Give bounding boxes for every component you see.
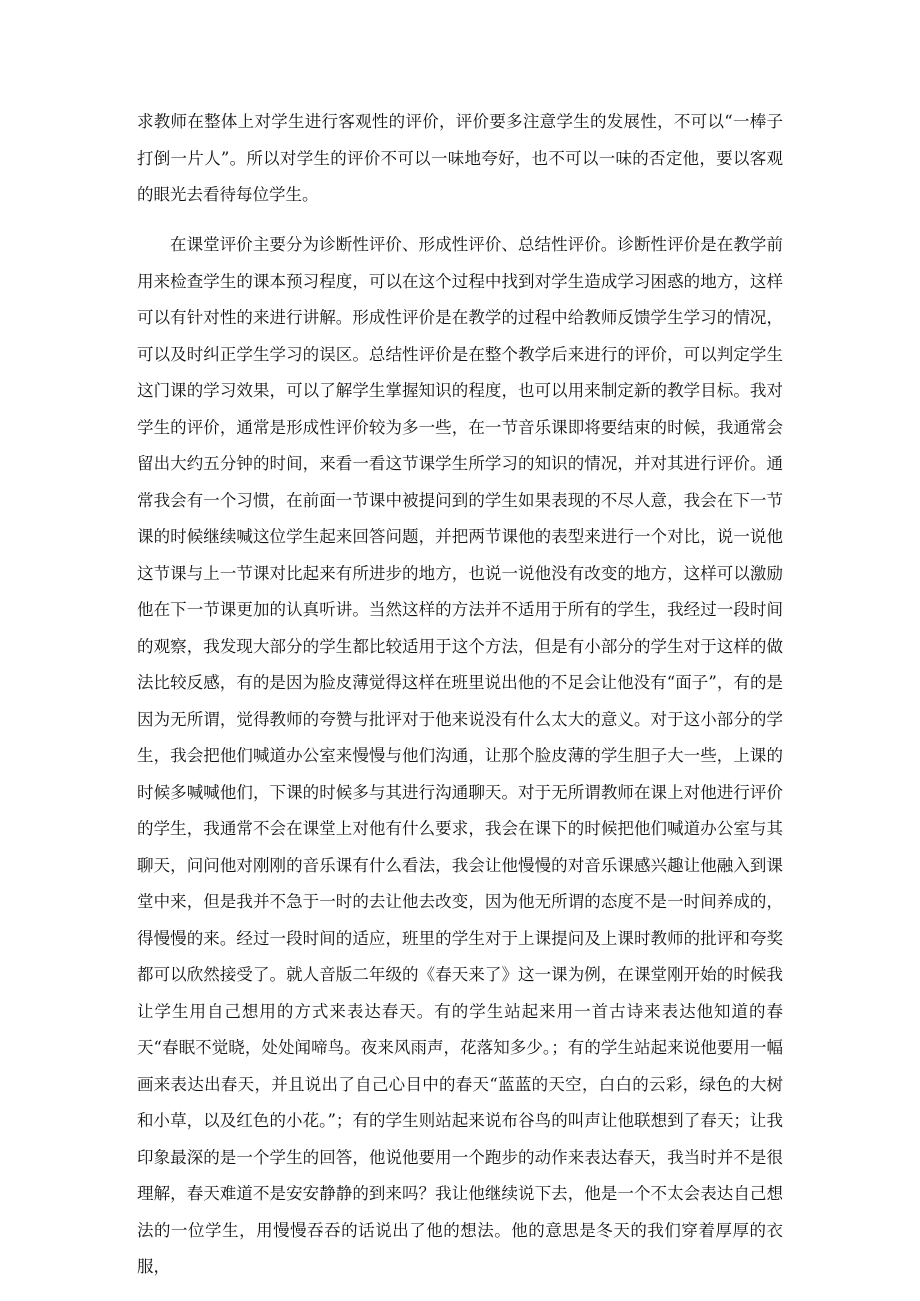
paragraph-1: 求教师在整体上对学生进行客观性的评价，评价要多注意学生的发展性，不可以“一棒子打倒一片人”。所以对学生的评价不可以一味地夸好，也不可以一味的否定他，要以客观的眼光去看待每位学生。 — [137, 112, 783, 204]
paragraph-2: 在课堂评价主要分为诊断性评价、形成性评价、总结性评价。诊断性评价是在教学前用来检查学生的课本预习程度，可以在这个过程中找到对学生造成学习困惑的地方，这样可以有针对性的来进行讲解。形成性评价是在教学的过程中给教师反馈学生学习的情况，可以及时纠正学生学习的误区。总结性评价是在整个教学后来进行的评价，可以判定学生这门课的学习效果，可以了解学生掌握知识的程度，也可以用来制定新的教学目标。我对学生的评价，通常是形成性评价较为多一些，在一节音乐课即将要结束的时候，我通常会留出大约五分钟的时间，来看一看这节课学生所学习的知识的情况，并对其进行评价。通常我会有一个习惯，在前面一节课中被提问到的学生如果表现的不尽人意，我会在下一节课的时候继续喊这位学生起来回答问题，并把两节课他的表型来进行一个对比，说一说他这节课与上一节课对比起来有所进步的地方，也说一说他没有改变的地方，这样可以激励他在下一节课更加的认真听讲。当然这样的方法并不适用于所有的学生，我经过一段时间的观察，我发现大部分的学生都比较适用于这个方法，但是有小部分的学生对于这样的做法比较反感，有的是因为脸皮薄觉得这样在班里说出他的不足会让他没有“面子”，有的是因为无所谓，觉得教师的夸赞与批评对于他来说没有什么太大的意义。对于这小部分的学生，我会把他们喊道办公室来慢慢与他们沟通，让那个脸皮薄的学生胆子大一些，上课的时候多喊喊他们，下课的时候多与其进行沟通聊天。对于无所谓教师在课上对他进行评价的学生，我通常不会在课堂上对他有什么要求，我会在课下的时候把他们喊道办公室与其聊天，问问他对刚刚的音乐课有什么看法，我会让他慢慢的对音乐课感兴趣让他融入到课堂中来，但是我并不急于一时的去让他去改变，因为他无所谓的态度不是一时间养成的，得慢慢的来。经过一段时间的适应，班里的学生对于上课提问及上课时教师的批评和夸奖都可以欣然接受了。就人音版二年级的《春天来了》这一课为例，在课堂刚开始的时候我让学生用自己想用的方式来表达春天。有的学生站起来用一首古诗来表达他知道的春天“春眠不觉晓，处处闻啼鸟。夜来风雨声，花落知多少。；有的学生站起来说他要用一幅画来表达出春天，并且说出了自己心目中的春天“蓝蓝的天空，白白的云彩，绿色的大树和小草，以及红色的小花。”；有的学生则站起来说布谷鸟的叫声让他联想到了春天；让我印象最深的是一个学生的回答，他说他要用一个跑步的动作来表达春天，我当时并不是很理解，春天难道不是安安静静的到来吗？我让他继续说下去，他是一个不太会表达自己想法的一位学生，用慢慢吞吞的话说出了他的想法。他的意思是冬天的我们穿着厚厚的衣服， — [137, 235, 783, 1276]
